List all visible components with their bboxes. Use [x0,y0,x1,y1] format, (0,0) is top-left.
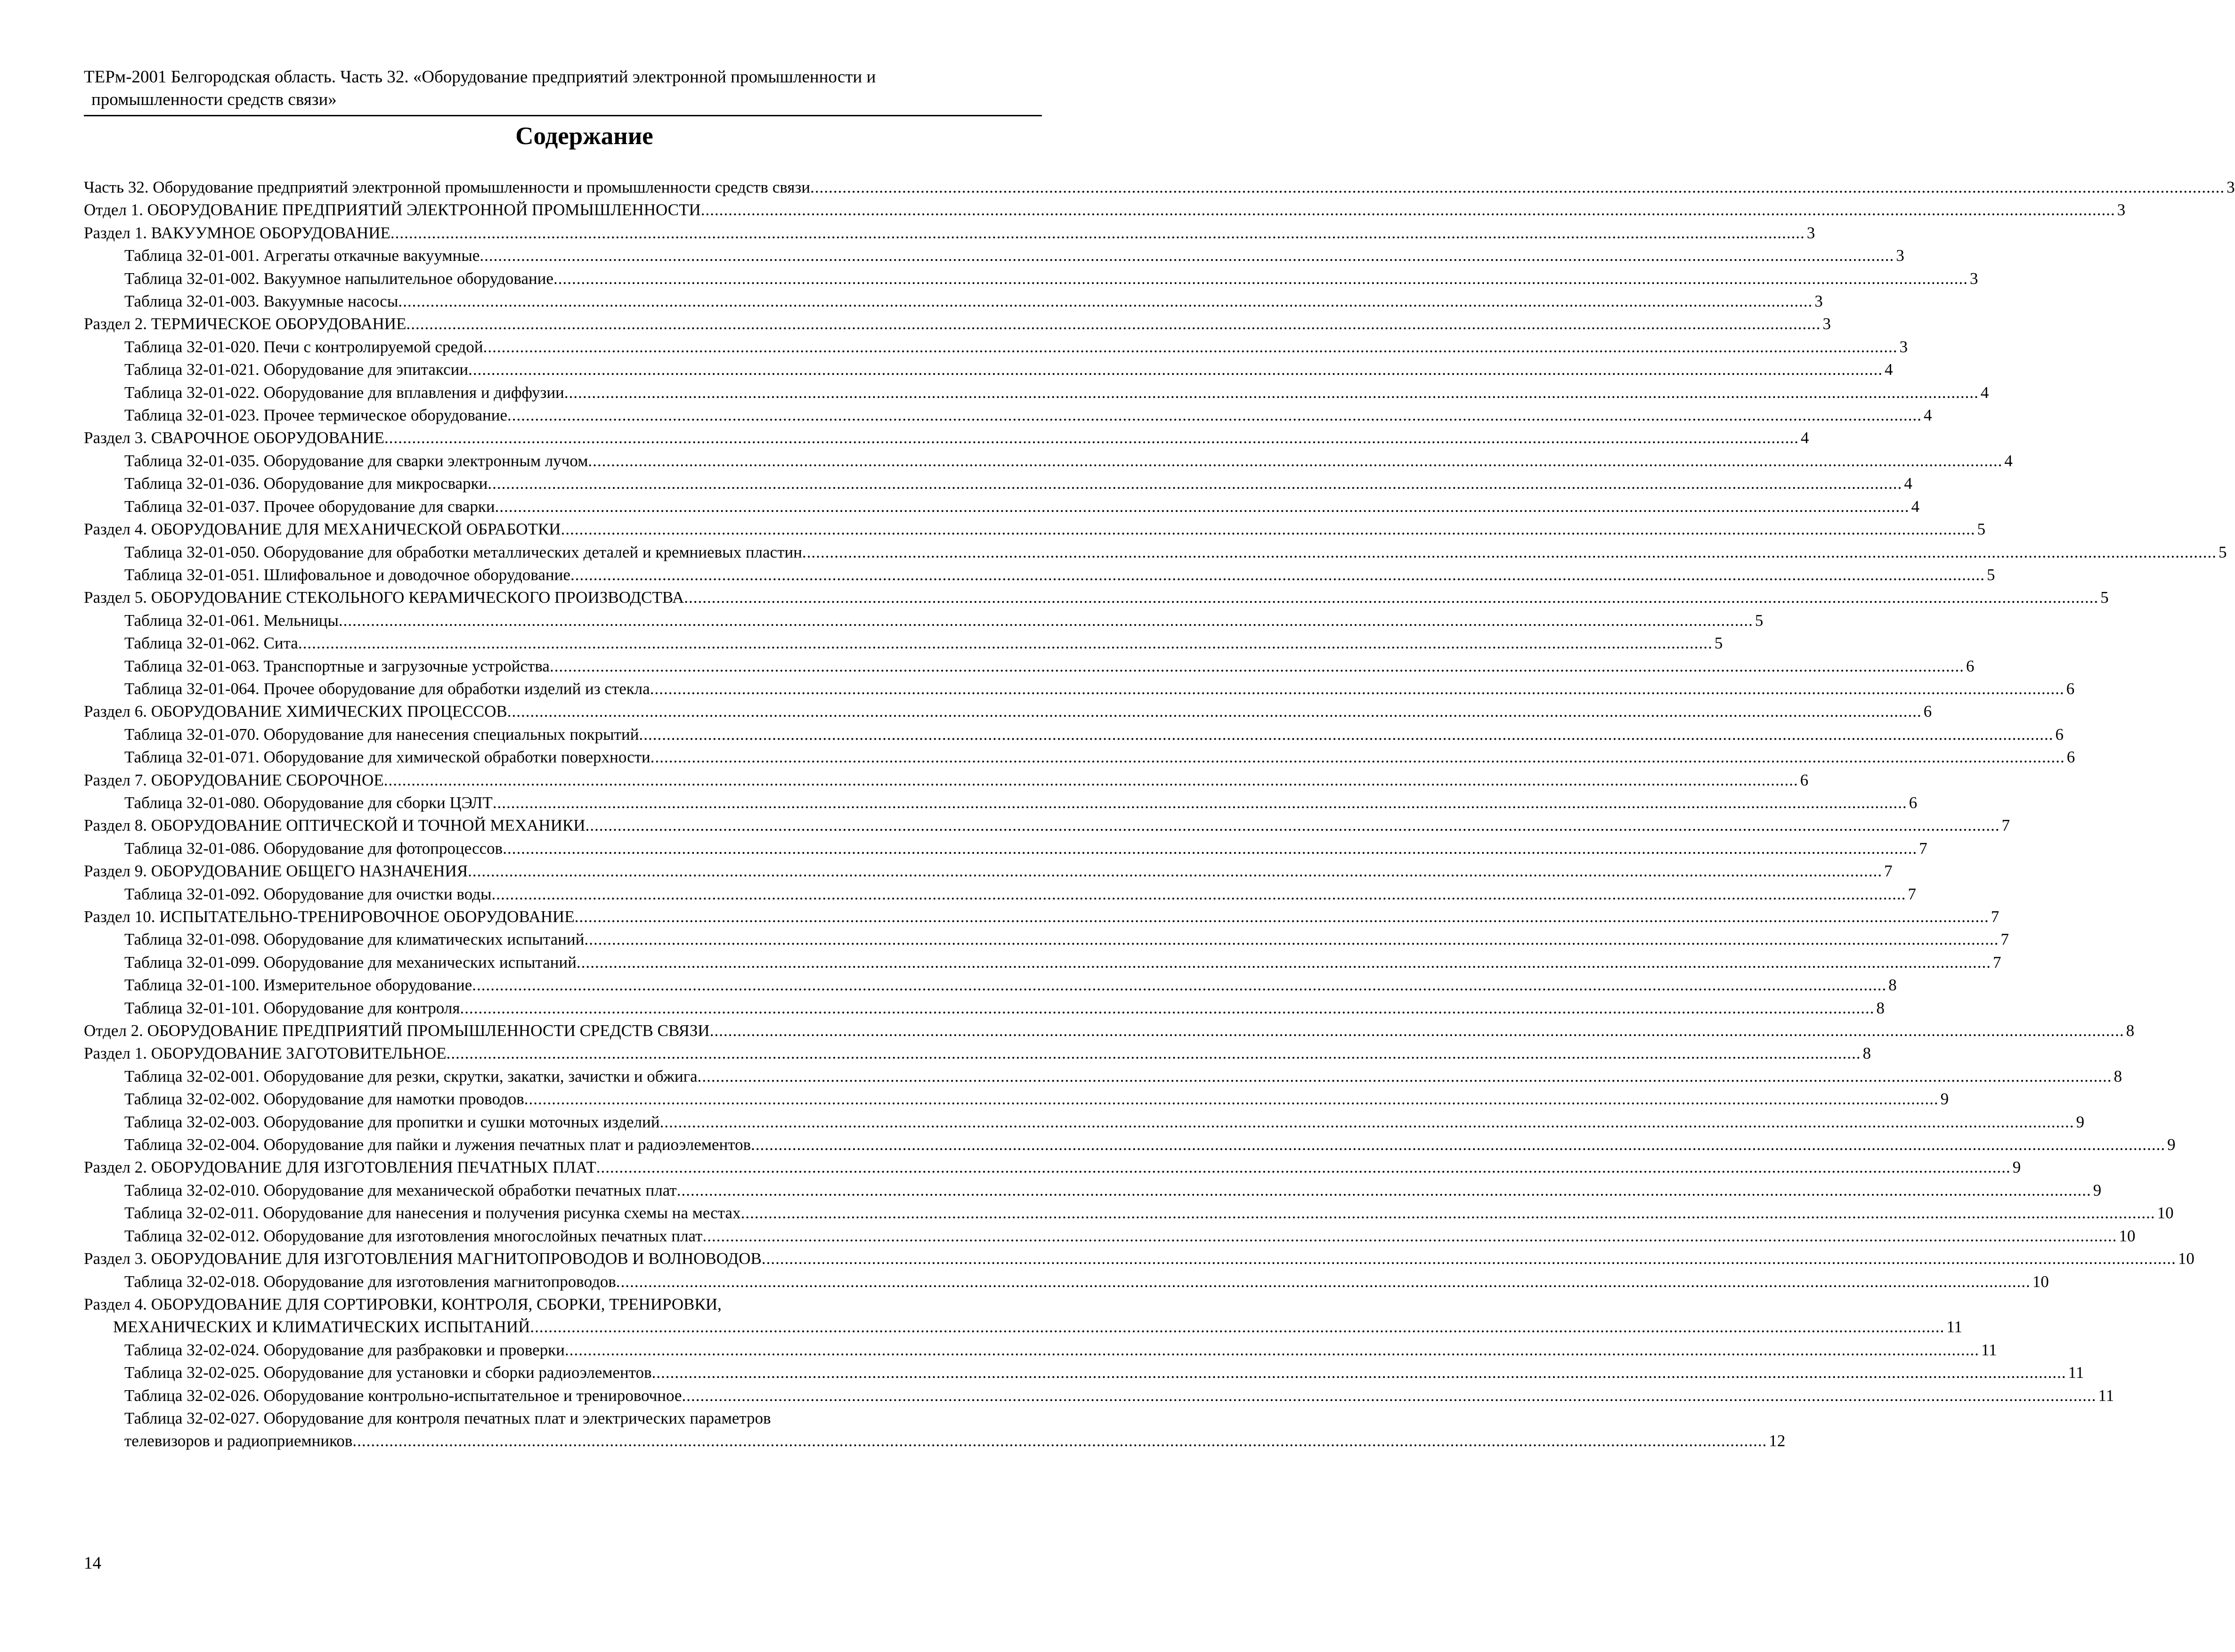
dot-leader: .................................................................................................................................................................................................................................................................................................................... [446,1044,1861,1063]
dot-leader: .................................................................................................................................................................................................................................................................................................................... [676,1181,2091,1199]
toc-entry-text: Раздел 2. ОБОРУДОВАНИЕ ДЛЯ ИЗГОТОВЛЕНИЯ ПЕЧАТНЫХ ПЛАТ [84,1158,596,1177]
dot-leader: .................................................................................................................................................................................................................................................................................................................... [659,1112,2074,1131]
dot-leader: .................................................................................................................................................................................................................................................................................................................... [561,520,1975,539]
dot-leader: .................................................................................................................................................................................................................................................................................................................... [585,816,2000,835]
toc-entry-text: Таблица 32-01-062. Сита [124,634,298,653]
toc-entry[interactable] [84,176,2235,199]
toc-entry-text: Раздел 8. ОБОРУДОВАНИЕ ОПТИЧЕСКОЙ И ТОЧНОЙ МЕХАНИКИ [84,816,585,835]
toc-entry[interactable] [84,1065,2122,1088]
toc-page-number: 10 [2157,1204,2174,1223]
dot-leader: .................................................................................................................................................................................................................................................................................................................... [352,1432,1767,1450]
toc-entry[interactable] [84,814,2010,837]
toc-page-number: 4 [1885,360,1893,379]
dot-leader: .................................................................................................................................................................................................................................................................................................................... [576,953,1991,972]
toc-entry[interactable] [84,837,1927,860]
toc-entry[interactable] [84,267,1978,290]
toc-entry[interactable] [84,450,2013,472]
toc-page-number: 7 [1991,907,1999,926]
toc-entry[interactable] [84,860,1893,883]
toc-page-number: 4 [1911,497,1920,516]
dot-leader: .................................................................................................................................................................................................................................................................................................................... [398,292,1813,311]
toc-entry-text-continued: МЕХАНИЧЕСКИХ И КЛИМАТИЧЕСКИХ ИСПЫТАНИЙ [113,1318,530,1336]
toc-entry-text: Таблица 32-01-063. Транспортные и загрузочные устройства [124,656,550,675]
dot-leader: .................................................................................................................................................................................................................................................................................................................... [483,337,1898,356]
toc-entry[interactable] [84,1020,2135,1042]
toc-entry-text: Таблица 32-02-002. Оборудование для намотки проводов [124,1090,524,1109]
dot-leader: .................................................................................................................................................................................................................................................................................................................... [549,656,1964,675]
toc-entry-text: Таблица 32-01-070. Оборудование для нанесения специальных покрытий [124,725,639,744]
toc-entry-text: Таблица 32-01-037. Прочее оборудование для сварки [124,497,495,516]
dot-leader: .................................................................................................................................................................................................................................................................................................................... [492,793,1907,812]
toc-entry[interactable] [84,1111,2085,1134]
toc-entry[interactable] [84,883,1917,906]
toc-entry-text: Раздел 5. ОБОРУДОВАНИЕ СТЕКОЛЬНОГО КЕРАМИЧЕСКОГО ПРОИЗВОДСТВА [84,588,684,607]
header-line-2: промышленности средств связи» [91,90,337,109]
dot-leader: .................................................................................................................................................................................................................................................................................................................... [383,770,1798,789]
toc-entry[interactable] [84,974,1897,996]
toc-entry[interactable] [84,1088,1949,1110]
toc-page-number: 6 [2066,679,2075,698]
dot-leader: .................................................................................................................................................................................................................................................................................................................... [507,702,1922,721]
toc-entry[interactable] [84,313,1831,335]
dot-leader: .................................................................................................................................................................................................................................................................................................................... [651,1363,2066,1382]
dot-leader: .................................................................................................................................................................................................................................................................................................................... [584,930,1999,949]
toc-entry-text: Раздел 7. ОБОРУДОВАНИЕ СБОРОЧНОЕ [84,770,384,789]
toc-entry[interactable] [84,655,1975,678]
page-number: 14 [84,1554,101,1573]
toc-entry[interactable] [84,678,2075,700]
toc-entry[interactable] [84,1339,1997,1361]
toc-entry[interactable] [84,1385,2114,1407]
toc-page-number: 6 [1909,793,1918,812]
toc-entry[interactable] [84,951,2001,974]
dot-leader: .................................................................................................................................................................................................................................................................................................................... [639,725,2054,744]
toc-entry-text: Таблица 32-01-086. Оборудование для фотопроцессов [124,839,503,858]
toc-entry-text: Таблица 32-01-101. Оборудование для контроля [124,998,460,1017]
dot-leader: .................................................................................................................................................................................................................................................................................................................... [384,429,1799,447]
toc-entry-text: Таблица 32-01-002. Вакуумное напылительное оборудование [124,269,554,288]
toc-page-number: 6 [2066,748,2075,767]
toc-entry-text: Таблица 32-02-011. Оборудование для нанесения и получения рисунка схемы на местах [124,1204,741,1223]
toc-entry[interactable] [84,906,1999,928]
toc-page-number: 4 [1800,429,1809,447]
toc-entry[interactable] [84,518,1986,541]
toc-entry[interactable] [84,700,1932,723]
toc-page-number: 3 [1896,246,1904,265]
running-header [84,66,1042,111]
toc-entry[interactable] [84,1225,2136,1247]
dot-leader: .................................................................................................................................................................................................................................................................................................................... [553,269,1968,288]
toc-entry[interactable] [84,564,1995,586]
dot-leader: .................................................................................................................................................................................................................................................................................................................... [740,1204,2155,1223]
toc-entry[interactable] [84,1293,1963,1339]
dot-leader: .................................................................................................................................................................................................................................................................................................................... [564,383,1979,402]
toc-entry-text: Отдел 2. ОБОРУДОВАНИЕ ПРЕДПРИЯТИЙ ПРОМЫШЛЕННОСТИ СРЕДСТВ СВЯЗИ [84,1021,710,1040]
toc-page-number: 7 [1884,862,1893,881]
toc-entry-text: Таблица 32-01-080. Оборудование для сборки ЦЭЛТ [124,793,493,812]
toc-page-number: 11 [1981,1340,1997,1359]
toc-entry-text: Таблица 32-01-021. Оборудование для эпитаксии [124,360,469,379]
toc-entry-text: Раздел 4. ОБОРУДОВАНИЕ ДЛЯ СОРТИРОВКИ, КОНТРОЛЯ, СБОРКИ, ТРЕНИРОВКИ, [84,1295,722,1313]
toc-page-number: 10 [2032,1272,2049,1291]
toc-entry-text: Таблица 32-02-027. Оборудование для контроля печатных плат и электрических параметров [124,1409,771,1427]
toc-page-number: 9 [1940,1090,1949,1109]
toc-entry[interactable] [84,472,1912,495]
toc-page-number: 8 [2113,1067,2122,1085]
toc-page-number: 5 [2218,543,2227,561]
toc-page-number: 11 [2098,1386,2114,1405]
toc-entry[interactable] [84,541,2227,564]
dot-leader: .................................................................................................................................................................................................................................................................................................................... [480,246,1894,265]
dot-leader: .................................................................................................................................................................................................................................................................................................................... [564,1340,1979,1359]
dot-leader: .................................................................................................................................................................................................................................................................................................................... [574,907,1989,926]
dot-leader: .................................................................................................................................................................................................................................................................................................................... [406,315,1821,333]
toc-entry[interactable] [84,244,1904,267]
toc-entry-text: Таблица 32-02-018. Оборудование для изготовления магнитопроводов [124,1272,616,1291]
toc-page-number: 5 [2100,588,2109,607]
toc-entry[interactable] [84,404,1932,427]
toc-entry[interactable] [84,632,1723,655]
toc-entry[interactable] [84,222,1815,244]
toc-page-number: 9 [2012,1158,2021,1177]
toc-page-number: 9 [2093,1181,2102,1199]
toc-entry-text: Таблица 32-01-099. Оборудование для механических испытаний [124,953,577,972]
dot-leader: .................................................................................................................................................................................................................................................................................................................... [650,679,2064,698]
dot-leader: .................................................................................................................................................................................................................................................................................................................... [488,474,1902,493]
toc-page-number: 10 [2178,1249,2194,1268]
toc-page-number: 8 [1876,998,1885,1017]
toc-page-number: 3 [1899,337,1908,356]
toc-entry[interactable] [84,1202,2174,1224]
toc-page-number: 4 [1904,474,1912,493]
toc-entry-text: Таблица 32-02-025. Оборудование для установки и сборки радиоэлементов [124,1363,652,1382]
toc-page-number: 6 [1800,770,1809,789]
dot-leader: .................................................................................................................................................................................................................................................................................................................... [596,1158,2011,1177]
toc-page-number: 5 [1755,611,1764,630]
toc-page-number: 3 [1970,269,1978,288]
toc-page-number: 3 [2227,178,2235,196]
dot-leader: .................................................................................................................................................................................................................................................................................................................... [702,1226,2117,1245]
toc-page-number: 7 [1919,839,1927,858]
page-title: Содержание [515,122,653,150]
toc-entry[interactable] [84,1042,1871,1065]
toc-entry-text: Раздел 6. ОБОРУДОВАНИЕ ХИМИЧЕСКИХ ПРОЦЕССОВ [84,702,507,721]
toc-page-number: 7 [1992,953,2001,972]
toc-entry[interactable] [84,1247,2194,1270]
toc-entry-text: Таблица 32-01-036. Оборудование для микросварки [124,474,488,493]
dot-leader: .................................................................................................................................................................................................................................................................................................................... [810,178,2225,196]
toc-entry[interactable] [84,586,2109,609]
dot-leader: .................................................................................................................................................................................................................................................................................................................... [700,201,2115,219]
toc-entry[interactable] [84,928,2009,951]
dot-leader: .................................................................................................................................................................................................................................................................................................................... [468,360,1883,379]
toc-entry[interactable] [84,358,1893,381]
toc-entry-text: Таблица 32-01-022. Оборудование для вплавления и диффузии [124,383,564,402]
toc-page-number: 4 [2004,451,2013,470]
dot-leader: .................................................................................................................................................................................................................................................................................................................... [472,976,1887,995]
toc-entry-text: Таблица 32-01-064. Прочее оборудование для обработки изделий из стекла [124,679,650,698]
toc-entry-text: Таблица 32-01-051. Шлифовальное и доводочное оборудование [124,565,571,584]
toc-entry[interactable] [84,723,2064,746]
toc-page-number: 5 [1987,565,1995,584]
toc-entry-text: Раздел 4. ОБОРУДОВАНИЕ ДЛЯ МЕХАНИЧЕСКОЙ ОБРАБОТКИ [84,520,561,539]
toc-entry-text: Таблица 32-01-071. Оборудование для химической обработки поверхности [124,748,650,767]
toc-entry[interactable] [84,336,1908,358]
toc-entry-text: Таблица 32-01-061. Мельницы [124,611,339,630]
toc-page-number: 5 [1714,634,1723,653]
toc-entry[interactable] [84,1271,2049,1293]
toc-page-number: 12 [1769,1432,1786,1450]
toc-entry[interactable] [84,997,1885,1020]
dot-leader: .................................................................................................................................................................................................................................................................................................................... [524,1090,1939,1109]
dot-leader: .................................................................................................................................................................................................................................................................................................................... [390,223,1805,242]
dot-leader: .................................................................................................................................................................................................................................................................................................................... [338,611,1753,630]
toc-entry[interactable] [84,1134,2176,1156]
toc-page-number: 9 [2076,1112,2085,1131]
toc-entry[interactable] [84,1361,2084,1384]
toc-page-number: 6 [1923,702,1932,721]
toc-page-number: 3 [1822,315,1831,333]
toc-entry-text: Таблица 32-02-003. Оборудование для пропитки и сушки моточных изделий [124,1112,660,1131]
dot-leader: .................................................................................................................................................................................................................................................................................................................... [709,1021,2124,1040]
toc-entry[interactable] [84,746,2075,769]
toc-entry-text: Раздел 3. ОБОРУДОВАНИЕ ДЛЯ ИЗГОТОВЛЕНИЯ МАГНИТОПРОВОДОВ И ВОЛНОВОДОВ [84,1249,762,1268]
toc-entry[interactable] [84,199,2126,221]
toc-entry-text: Таблица 32-02-010. Оборудование для механической обработки печатных плат [124,1181,677,1199]
toc-page-number: 6 [1966,656,1975,675]
dot-leader: .................................................................................................................................................................................................................................................................................................................... [751,1135,2166,1154]
toc-entry[interactable] [84,1407,1786,1453]
toc-entry[interactable] [84,1156,2021,1179]
toc-page-number: 5 [1977,520,1986,539]
toc-page-number: 3 [1814,292,1823,311]
dot-leader: .................................................................................................................................................................................................................................................................................................................... [588,451,2003,470]
dot-leader: .................................................................................................................................................................................................................................................................................................................... [298,634,1713,653]
toc-page-number: 4 [1924,406,1932,425]
dot-leader: .................................................................................................................................................................................................................................................................................................................... [507,406,1922,425]
toc-entry-text: Раздел 10. ИСПЫТАТЕЛЬНО-ТРЕНИРОВОЧНОЕ ОБОРУДОВАНИЕ [84,907,575,926]
toc-entry-text-continued: телевизоров и радиоприемников [124,1432,353,1450]
toc-entry-text: Таблица 32-01-050. Оборудование для обработки металлических деталей и кремниевых пластин [124,543,802,561]
dot-leader: .................................................................................................................................................................................................................................................................................................................... [761,1249,2176,1268]
dot-leader: .................................................................................................................................................................................................................................................................................................................... [650,748,2065,767]
toc-entry-text: Таблица 32-02-026. Оборудование контрольно-испытательное и тренировочное [124,1386,682,1405]
toc-entry-text: Раздел 2. ТЕРМИЧЕСКОЕ ОБОРУДОВАНИЕ [84,315,406,333]
toc-entry-text: Таблица 32-01-020. Печи с контролируемой средой [124,337,483,356]
toc-entry[interactable] [84,427,1809,449]
toc-entry[interactable] [84,381,1989,404]
toc-page-number: 8 [2126,1021,2135,1040]
toc-entry-text: Раздел 1. ОБОРУДОВАНИЕ ЗАГОТОВИТЕЛЬНОЕ [84,1044,447,1063]
dot-leader: .................................................................................................................................................................................................................................................................................................................... [682,1386,2097,1405]
toc-entry-text: Таблица 32-01-003. Вакуумные насосы [124,292,398,311]
toc-entry[interactable] [84,792,1918,814]
header-rule [84,115,1042,116]
toc-entry-text: Часть 32. Оборудование предприятий электронной промышленности и промышленности средств связи [84,178,811,196]
toc-entry-text: Раздел 1. ВАКУУМНОЕ ОБОРУДОВАНИЕ [84,223,390,242]
toc-page-number: 9 [2167,1135,2176,1154]
toc-page-number: 11 [2068,1363,2084,1382]
toc-entry-text: Таблица 32-01-098. Оборудование для климатических испытаний [124,930,585,949]
toc-page-number: 3 [1806,223,1815,242]
toc-page-number: 3 [2117,201,2126,219]
dot-leader: .................................................................................................................................................................................................................................................................................................................... [491,884,1906,903]
toc-entry[interactable] [84,1179,2102,1202]
toc-page-number: 8 [1888,976,1897,995]
toc-entry[interactable] [84,290,1823,313]
toc-page-number: 7 [1908,884,1917,903]
toc-entry-text: Таблица 32-02-024. Оборудование для разбраковки и проверки [124,1340,565,1359]
toc-entry[interactable] [84,495,1920,518]
toc-entry-text: Отдел 1. ОБОРУДОВАНИЕ ПРЕДПРИЯТИЙ ЭЛЕКТРОННОЙ ПРОМЫШЛЕННОСТИ [84,201,701,219]
toc-entry-text: Таблица 32-02-012. Оборудование для изготовления многослойных печатных плат [124,1226,703,1245]
header-line-1: ТЕРм-2001 Белгородская область. Часть 32. «Оборудование предприятий электронной промышленности и [84,67,876,87]
toc-entry[interactable] [84,609,1764,632]
toc-page-number: 4 [1980,383,1989,402]
table-of-contents [84,176,2235,1453]
toc-page-number: 7 [2000,930,2009,949]
dot-leader: .................................................................................................................................................................................................................................................................................................................... [530,1318,1945,1336]
toc-entry-text: Таблица 32-01-100. Измерительное оборудование [124,976,472,995]
dot-leader: .................................................................................................................................................................................................................................................................................................................... [697,1067,2112,1085]
dot-leader: .................................................................................................................................................................................................................................................................................................................... [802,543,2217,561]
toc-entry-text: Таблица 32-01-035. Оборудование для сварки электронным лучом [124,451,588,470]
dot-leader: .................................................................................................................................................................................................................................................................................................................... [460,998,1875,1017]
toc-page-number: 7 [2001,816,2010,835]
toc-entry-text: Таблица 32-01-092. Оборудование для очистки воды [124,884,492,903]
toc-entry-text: Таблица 32-01-023. Прочее термическое оборудование [124,406,507,425]
dot-leader: .................................................................................................................................................................................................................................................................................................................... [495,497,1910,516]
dot-leader: .................................................................................................................................................................................................................................................................................................................... [684,588,2099,607]
toc-entry-text: Таблица 32-01-001. Агрегаты откачные вакуумные [124,246,480,265]
dot-leader: .................................................................................................................................................................................................................................................................................................................... [570,565,1985,584]
dot-leader: .................................................................................................................................................................................................................................................................................................................... [468,862,1883,881]
dot-leader: .................................................................................................................................................................................................................................................................................................................... [616,1272,2031,1291]
dot-leader: .................................................................................................................................................................................................................................................................................................................... [503,839,1918,858]
toc-entry-text: Раздел 3. СВАРОЧНОЕ ОБОРУДОВАНИЕ [84,429,384,447]
toc-page-number: 8 [1862,1044,1871,1063]
toc-page-number: 11 [1946,1318,1963,1336]
toc-entry-text: Раздел 9. ОБОРУДОВАНИЕ ОБЩЕГО НАЗНАЧЕНИЯ [84,862,468,881]
toc-entry-text: Таблица 32-02-004. Оборудование для пайки и лужения печатных плат и радиоэлементов [124,1135,751,1154]
toc-entry[interactable] [84,769,1809,792]
toc-page-number: 6 [2055,725,2064,744]
toc-page-number: 10 [2119,1226,2136,1245]
toc-entry-text: Таблица 32-02-001. Оборудование для резки, скрутки, закатки, зачистки и обжига [124,1067,698,1085]
